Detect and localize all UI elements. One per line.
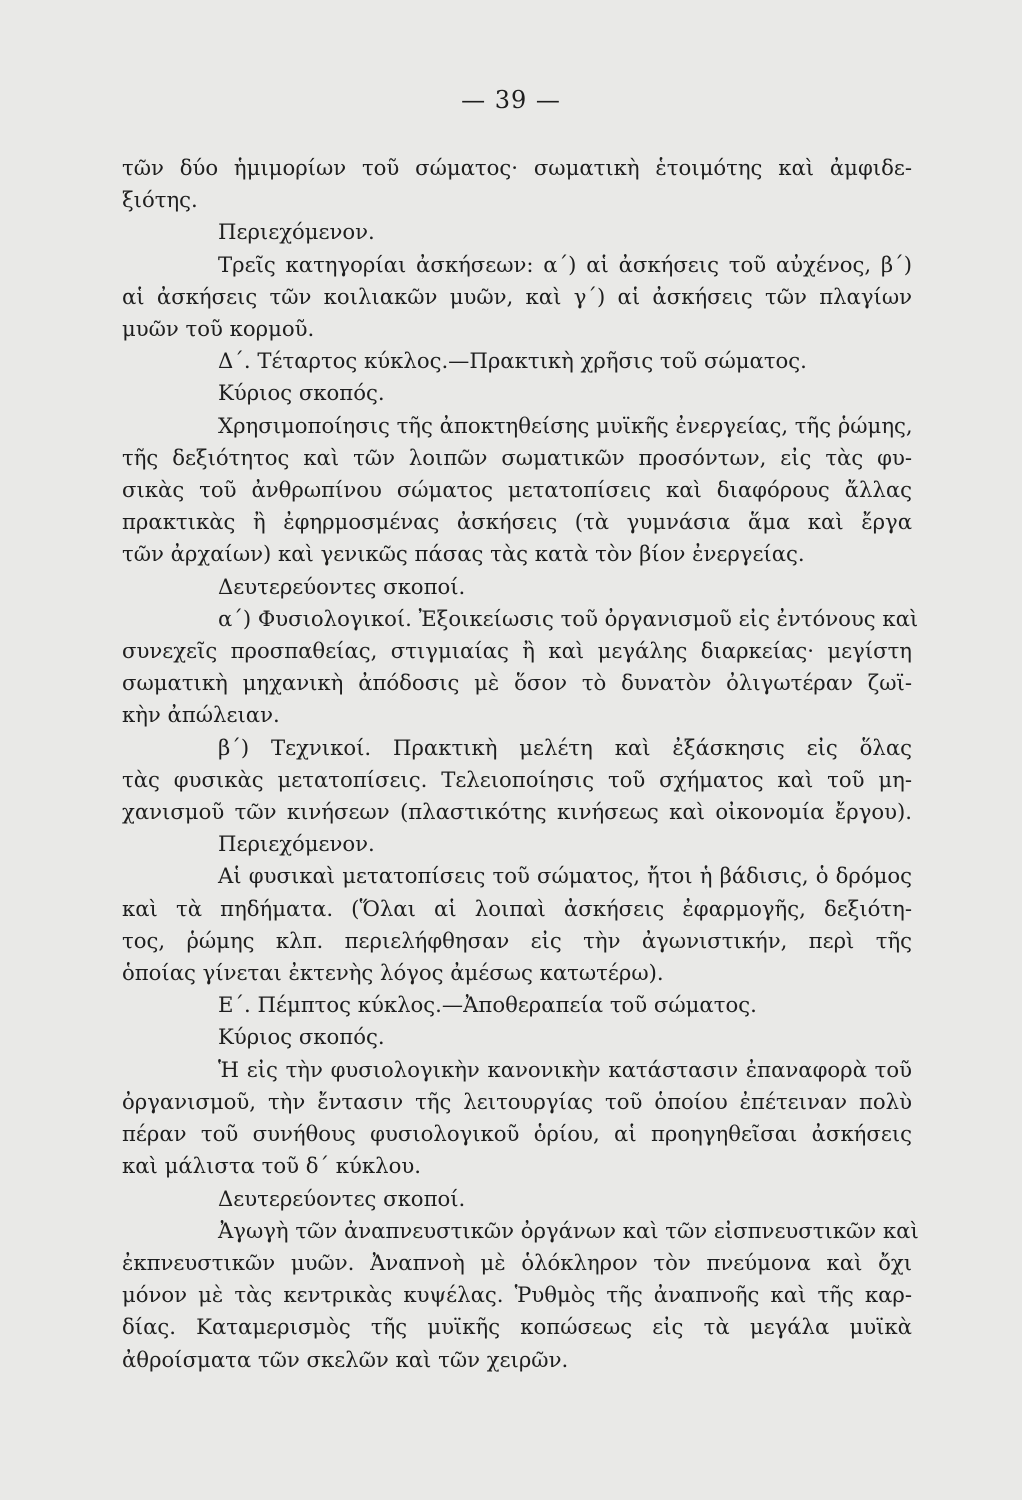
text-line: πέραν τοῦ συνήθους φυσιολογικοῦ ὁρίου, αἱ προηγηθεῖσαι ἀσκήσεις	[122, 1121, 912, 1147]
text-line: σικὰς τοῦ ἀνθρωπίνου σώματος μετατοπίσεις καὶ διαφόρους ἄλλας	[122, 477, 912, 503]
text-line: τῶν ἀρχαίων) καὶ γενικῶς πάσας τὰς κατὰ τὸν βίον ἐνεργείας.	[122, 541, 805, 567]
text-line: καὶ μάλιστα τοῦ δ΄ κύκλου.	[122, 1153, 421, 1179]
section-heading-secondary-goals: Δευτερεύοντες σκοποί.	[218, 1185, 466, 1211]
text-line: συνεχεῖς προσπαθείας, στιγμιαίας ἢ καὶ μεγάλης διαρκείας· μεγίστη	[122, 638, 912, 664]
section-heading-contents: Περιεχόμενον.	[218, 831, 375, 857]
text-line: τῶν δύο ἡμιμορίων τοῦ σώματος· σωματικὴ ἑτοιμότης καὶ ἀμφιδε-	[122, 155, 912, 180]
text-line: Ἀγωγὴ τῶν ἀναπνευστικῶν ὀργάνων καὶ τῶν εἰσπνευστικῶν καὶ	[218, 1217, 919, 1243]
text-line: Ἡ εἰς τὴν φυσιολογικὴν κανονικὴν κατάστασιν ἐπαναφορὰ τοῦ	[218, 1056, 912, 1082]
text-line: κὴν ἀπώλειαν.	[122, 702, 280, 728]
text-line: ἐκπνευστικῶν μυῶν. Ἀναπνοὴ μὲ ὁλόκληρον τὸν πνεύμονα καὶ ὄχι	[122, 1249, 912, 1275]
cycle-heading-fourth: Δ΄. Τέταρτος κύκλος.—Πρακτικὴ χρῆσις τοῦ σώματος.	[218, 348, 807, 374]
text-line: α΄) Φυσιολογικοί. Ἐξοικείωσις τοῦ ὀργανισμοῦ εἰς ἐντόνους καὶ	[218, 605, 919, 631]
section-heading-main-goal: Κύριος σκοπός.	[218, 1024, 385, 1050]
text-line: καὶ τὰ πηδήματα. (Ὅλαι αἱ λοιπαὶ ἀσκήσεις ἐφαρμογῆς, δεξιότη-	[122, 895, 912, 921]
text-line: δίας. Καταμερισμὸς τῆς μυϊκῆς κοπώσεως εἰς τὰ μεγάλα μυϊκὰ	[122, 1314, 912, 1340]
body-text	[122, 152, 919, 1376]
text-line: τος, ῥώμης κλπ. περιελήφθησαν εἰς τὴν ἀγωνιστικήν, περὶ τῆς	[122, 927, 912, 953]
text-line: τὰς φυσικὰς μετατοπίσεις. Τελειοποίησις τοῦ σχήματος καὶ τοῦ μη-	[122, 766, 912, 792]
text-line: χανισμοῦ τῶν κινήσεων (πλαστικότης κινήσεως καὶ οἰκονομία ἔργου).	[122, 799, 912, 825]
page-number: — 39 —	[461, 86, 561, 114]
text-line: ἀθροίσματα τῶν σκελῶν καὶ τῶν χειρῶν.	[122, 1346, 569, 1372]
text-line: σωματικὴ μηχανικὴ ἀπόδοσις μὲ ὅσον τὸ δυνατὸν ὀλιγωτέραν ζωϊ-	[122, 670, 912, 696]
text-line: πρακτικὰς ἢ ἐφηρμοσμένας ἀσκήσεις (τὰ γυμνάσια ἅμα καὶ ἔργα	[122, 509, 912, 535]
text-line: Χρησιμοποίησις τῆς ἀποκτηθείσης μυϊκῆς ἐνεργείας, τῆς ῥώμης,	[218, 412, 913, 438]
text-line: μυῶν τοῦ κορμοῦ.	[122, 316, 315, 342]
text-line: ὁποίας γίνεται ἐκτενὴς λόγος ἀμέσως κατωτέρω).	[122, 960, 664, 986]
text-line: ὀργανισμοῦ, τὴν ἔντασιν τῆς λειτουργίας τοῦ ὁποίου ἐπέτειναν πολὺ	[122, 1088, 912, 1114]
text-line: τῆς δεξιότητος καὶ τῶν λοιπῶν σωματικῶν προσόντων, εἰς τὰς φυ-	[122, 444, 912, 470]
text-line: αἱ ἀσκήσεις τῶν κοιλιακῶν μυῶν, καὶ γ΄) αἱ ἀσκήσεις τῶν πλαγίων	[122, 283, 912, 309]
text-line: ξιότης.	[122, 187, 198, 213]
text-line: Τρεῖς κατηγορίαι ἀσκήσεων: α΄) αἱ ἀσκήσεις τοῦ αὐχένος, β΄)	[218, 251, 912, 277]
text-line: Αἱ φυσικαὶ μετατοπίσεις τοῦ σώματος, ἤτοι ἡ βάδισις, ὁ δρόμος	[218, 863, 912, 889]
text-line: μόνον μὲ τὰς κεντρικὰς κυψέλας. Ῥυθμὸς τῆς ἀναπνοῆς καὶ τῆς καρ-	[122, 1282, 912, 1308]
cycle-heading-fifth: Ε΄. Πέμπτος κύκλος.—Ἀποθεραπεία τοῦ σώματος.	[218, 992, 757, 1018]
section-heading-contents: Περιεχόμενον.	[218, 219, 375, 245]
text-line: β΄) Τεχνικοί. Πρακτικὴ μελέτη καὶ ἐξάσκησις εἰς ὅλας	[218, 734, 912, 760]
section-heading-main-goal: Κύριος σκοπός.	[218, 380, 385, 406]
section-heading-secondary-goals: Δευτερεύοντες σκοποί.	[218, 573, 466, 599]
